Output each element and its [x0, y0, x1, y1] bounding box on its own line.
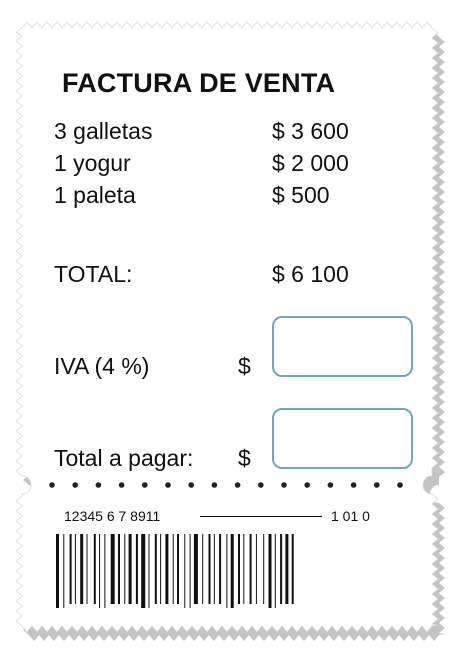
barcode-digits-separator [200, 516, 322, 517]
barcode-bar [160, 534, 161, 604]
barcode-bar [75, 534, 76, 604]
barcode-bar [269, 534, 272, 608]
perforation-dot [72, 482, 78, 488]
barcode-bar [155, 534, 157, 604]
barcode-bar [231, 534, 234, 608]
perforation-dot [235, 482, 241, 488]
grand-total-currency-symbol: $ [238, 445, 251, 471]
barcode-bar [63, 534, 64, 608]
barcode-bar [136, 534, 138, 604]
barcode-bar [275, 534, 276, 608]
perforation-dot [212, 482, 218, 488]
total-value: $ 6 100 [272, 261, 349, 287]
barcode-bar [209, 534, 211, 604]
item-description: 1 paleta [54, 182, 136, 208]
perforation-dot [281, 482, 287, 488]
barcode-bar [243, 534, 244, 604]
barcode-bar [219, 534, 221, 604]
barcode-bar [104, 534, 105, 608]
barcode-bar [280, 534, 282, 604]
barcode-bar [173, 534, 174, 604]
perforation-dot [188, 482, 194, 488]
barcode-bar [292, 534, 294, 604]
tax-currency-symbol: $ [238, 353, 251, 379]
barcode-bar [226, 534, 227, 608]
barcode-bar [238, 534, 240, 604]
item-amount: $ 500 [272, 182, 330, 208]
barcode-bar [190, 534, 191, 608]
barcode-bar [94, 534, 96, 604]
item-amount: $ 2 000 [272, 150, 349, 176]
item-description: 3 galletas [54, 118, 153, 144]
barcode-bar [99, 534, 100, 608]
barcode-bar [141, 534, 145, 608]
barcode-bar [165, 534, 168, 604]
barcode-bar [177, 534, 179, 604]
perforation-dot [374, 482, 380, 488]
invoice-title: FACTURA DE VENTA [62, 68, 336, 98]
barcode-bar [256, 534, 257, 604]
barcode-bar [87, 534, 88, 604]
barcode-bar [194, 534, 198, 604]
item-amount: $ 3 600 [272, 118, 349, 144]
total-label: TOTAL: [54, 261, 133, 287]
barcode-bar [149, 534, 150, 608]
barcode-bar [124, 534, 125, 604]
perforation-dot [119, 482, 125, 488]
barcode-bar [118, 534, 120, 604]
tax-answer-box[interactable] [272, 316, 413, 377]
tax-label: IVA (4 %) [54, 353, 150, 379]
barcode-digits-left: 12345 6 7 8911 [64, 508, 161, 524]
barcode-bar [56, 534, 59, 608]
perforation-dot [258, 482, 264, 488]
perforation-dot [351, 482, 357, 488]
barcode-bar [263, 534, 264, 604]
grand-total-label: Total a pagar: [54, 445, 194, 471]
barcode-bar [129, 534, 132, 604]
barcode-digits-right: 1 01 0 [331, 508, 370, 524]
perforation-dot [96, 482, 102, 488]
perforation-dot [328, 482, 334, 488]
barcode-bar [184, 534, 185, 608]
barcode-bar [250, 534, 252, 604]
perforation-dot [49, 482, 55, 488]
grand-total-answer-box[interactable] [272, 408, 413, 469]
perforation-dot [304, 482, 310, 488]
barcode-bar [214, 534, 215, 604]
perforation-dot [397, 482, 403, 488]
perforation-dot [142, 482, 148, 488]
barcode-bar [111, 534, 115, 604]
item-description: 1 yogur [54, 150, 131, 176]
barcode-bar [202, 534, 203, 604]
barcode-bar [70, 534, 72, 604]
barcode-bar [80, 534, 83, 604]
barcode-bar [285, 534, 288, 604]
perforation-dot [165, 482, 171, 488]
